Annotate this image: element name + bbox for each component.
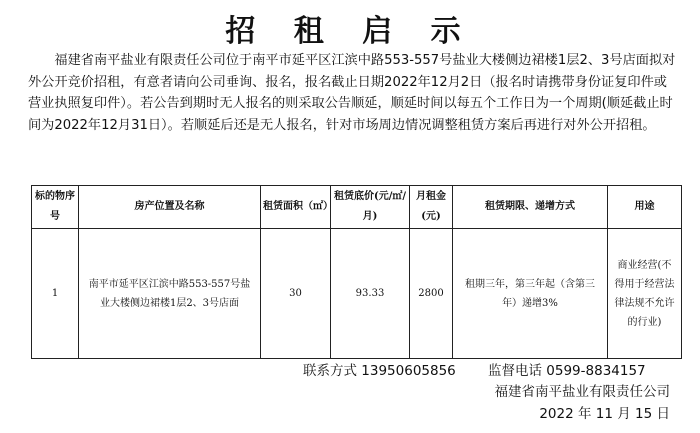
page-title: 招 租 启 示 — [225, 14, 475, 49]
header-monthly: 月租金(元) — [410, 186, 453, 229]
header-term: 租赁期限、递增方式 — [453, 186, 608, 229]
cell-seq: 1 — [32, 229, 79, 359]
contact-phone: 联系方式 13950605856 — [303, 363, 456, 379]
header-price: 租赁底价(元/㎡/月) — [331, 186, 410, 229]
table-row — [32, 229, 682, 359]
lease-table — [31, 185, 682, 359]
table-header-row — [32, 186, 682, 229]
cell-price: 93.33 — [331, 229, 410, 359]
header-location: 房产位置及名称 — [79, 186, 261, 229]
header-seq: 标的物序号 — [32, 186, 79, 229]
cell-usage: 商业经营(不得用于经营法律法规不允许的行业) — [608, 229, 682, 359]
cell-area: 30 — [261, 229, 331, 359]
company-name: 福建省南平盐业有限责任公司 — [494, 384, 670, 400]
notice-body: 福建省南平盐业有限责任公司位于南平市延平区江滨中路553-557号盐业大楼侧边裙楼1层2、3号店面拟对外公开竞价招租，有意者请向公司垂询、报名，报名截止日期2022年12月2日（报名时请携带身份证复印件或营业执照复印件）。若公告到期时无人报名的则采取公告顺延，顺延时间以每五个工作日为一个周期(顺延截止时间为2022年12月31日）。若顺延后还是无人报名，针对市场周边情况调整租赁方案后再进行对外公开招租。 — [28, 53, 676, 133]
notice-date: 2022 年 11 月 15 日 — [539, 406, 670, 422]
supervision-phone: 监督电话 0599-8834157 — [488, 363, 646, 379]
cell-location: 南平市延平区江滨中路553-557号盐业大楼侧边裙楼1层2、3号店面 — [79, 229, 261, 359]
cell-monthly: 2800 — [410, 229, 453, 359]
cell-term: 租期三年，第三年起（含第三年）递增3% — [453, 229, 608, 359]
header-usage: 用途 — [608, 186, 682, 229]
header-area: 租赁面积（㎡） — [261, 186, 331, 229]
